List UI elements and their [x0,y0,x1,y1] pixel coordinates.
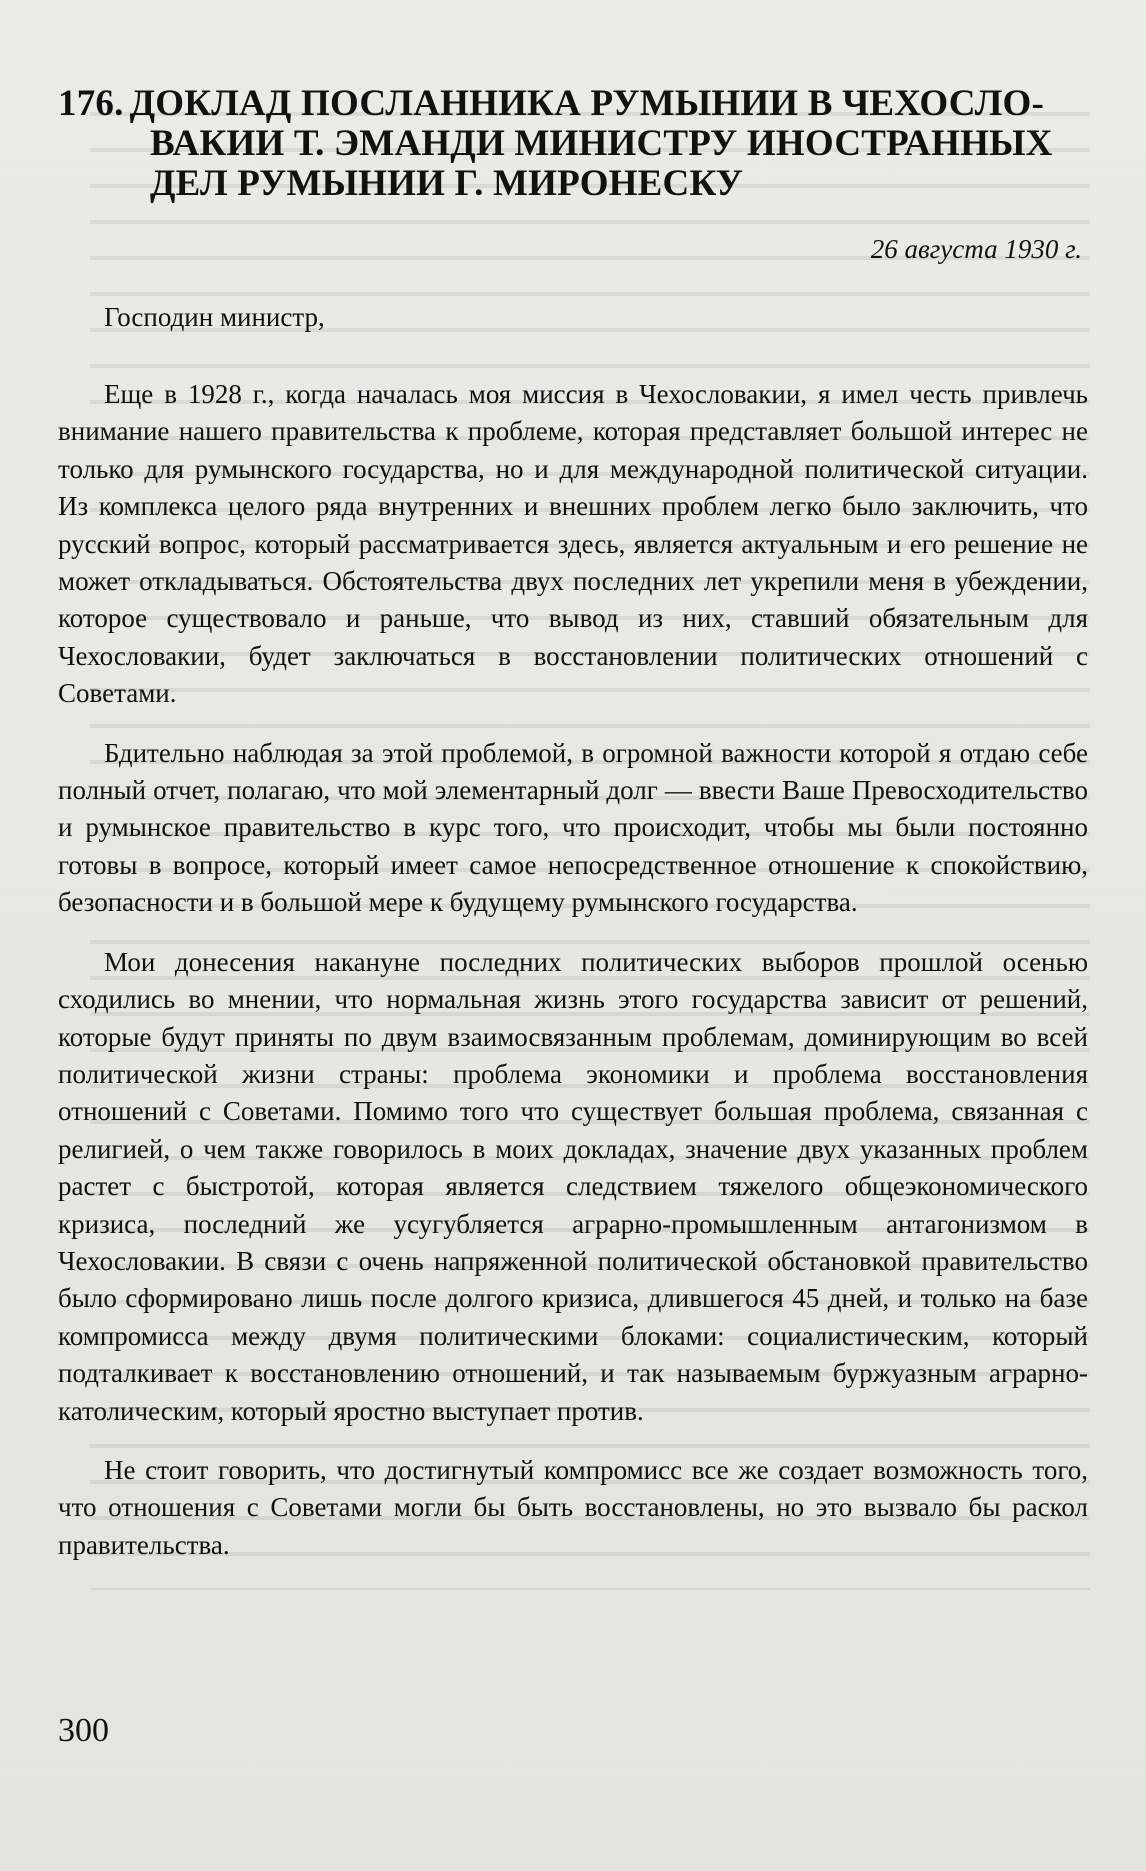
heading-line-1: 176. ДОКЛАД ПОСЛАННИКА РУМЫНИИ В ЧЕХОСЛО- [58,83,1045,124]
document-number: 176. [58,83,124,124]
paragraph-1: Еще в 1928 г., когда началась моя миссия в Чехословакии, я имел честь привлечь внимание нашего правительства к проблеме, которая представляет большой интерес не только для румынского государства, но и для международной политической ситуации. Из комплекса целого ряда внутренних и внешних проблем легко было заключить, что русский вопрос, который рассматривается здесь, является актуальным и его решение не может откладываться. Обстоятельства двух последних лет укрепили меня в убеждении, которое существовало и раньше, что вывод из них, ставший обязательным для Чехословакии, будет заключаться в восстановлении политических отношений с Советами. [58,379,1088,709]
page-content [58,84,1088,1564]
heading-line-3: ДЕЛ РУМЫНИИ Г. МИРОНЕСКУ [150,163,744,204]
page-number: 300 [58,1712,109,1749]
paragraph-2: Бдительно наблюдая за этой проблемой, в огромной важности которой я отдаю себе полный отчет, полагаю, что мой элементарный долг — ввести Ваше Превосходительство и румынское правительство в курс того, что происходит, чтобы мы были постоянно готовы в вопросе, который имеет самое непосредственное отношение к спокойствию, безопасности и в большой мере к будущему румынского государства. [58,737,1088,918]
paragraph-4: Не стоит говорить, что достигнутый компромисс все же создает возможность того, что отношения с Советами могли бы быть восстановлены, но это вызвало бы раскол правительства. [58,1454,1088,1560]
document-heading [58,84,1088,204]
salutation: Господин министр, [104,302,325,332]
document-date: 26 августа 1930 г. [870,234,1082,264]
paragraph-3: Мои донесения накануне последних политических выборов прошлой осенью сходились во мнении, что нормальная жизнь этого государства зависит от решений, которые будут приняты по двум взаимосвязанным проблемам, доминирующим во всей политической жизни страны: проблема экономики и проблема восстановления отношений с Советами. Помимо того что существует большая проблема, связанная с религией, о чем также говорилось в моих докладах, значение двух указанных проблем растет с быстротой, которая является следствием тяжелого общеэкономического кризиса, последний же усугубляется аграрно-промышленным антагонизмом в Чехословакии. В связи с очень напряженной политической обстановкой правительство было сформировано лишь после долгого кризиса, длившегося 45 дней, и только на базе компромисса между двумя политическими блоками: социалистическим, который подталкивает к восстановлению отношений, и так называемым буржуазным аграрно-католическим, который яростно выступает против. [58,946,1088,1426]
heading-line-2: ВАКИИ Т. ЭМАНДИ МИНИСТРУ ИНОСТРАННЫХ [150,123,1053,164]
